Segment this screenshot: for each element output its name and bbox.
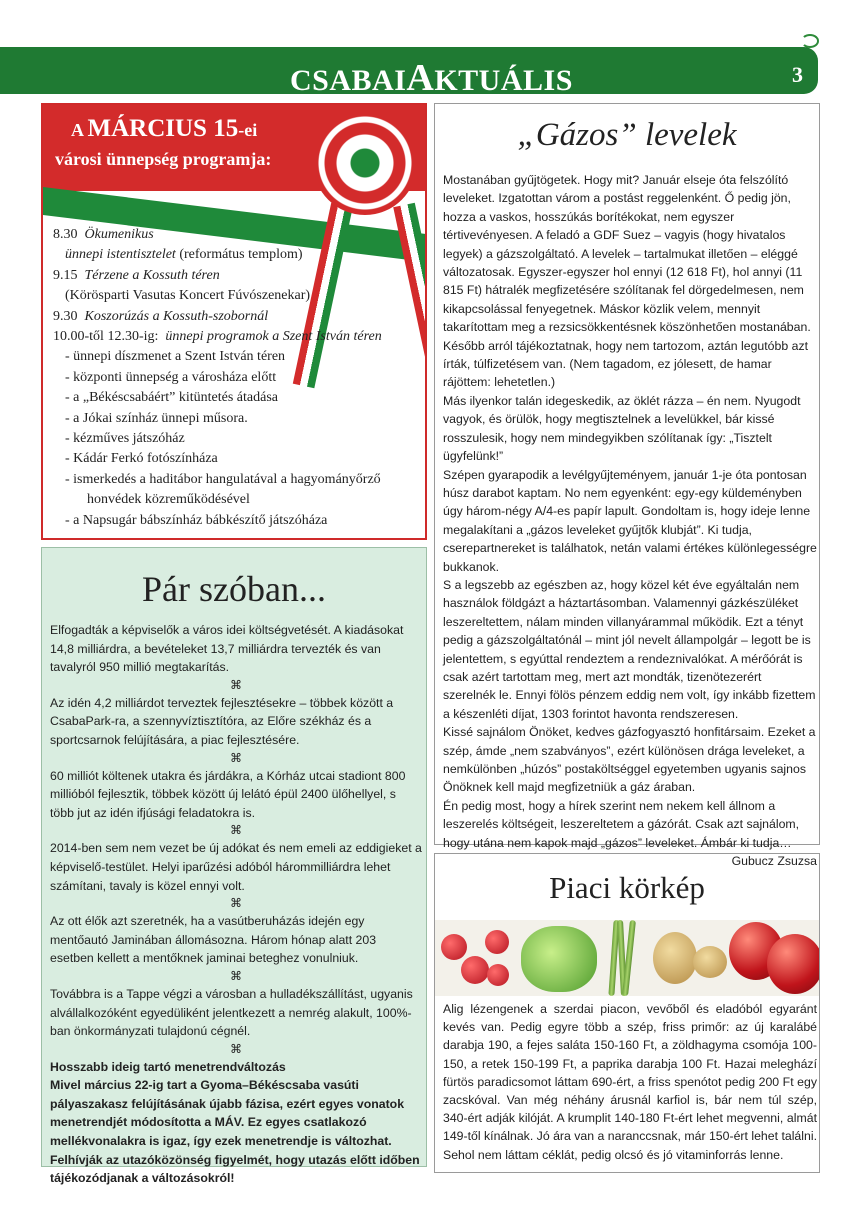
vegetables-photo	[435, 920, 819, 996]
gazos-levelek-article	[434, 103, 820, 869]
program-item: 8.30 Ökumenikus	[53, 227, 154, 242]
news-bold-title: Hosszabb ideig tartó menetrendváltozás	[50, 1059, 286, 1074]
article-body	[443, 171, 817, 870]
article-paragraph: Más ilyenkor talán idegeskedik, az öklét rázza – én nem. Nyugodt vagyok, és örülök, hogy megtisztelnek a levelükkel, bár kissé rosszulesik, hogy nem mindegyikben szólítanak így: „Tisztelt ügyfelünk!”	[443, 393, 801, 464]
news-paragraph: Elfogadták a képviselők a város idei költségvetését. A kiadásokat 14,8 milliárdra, a bevételeket 13,7 milliárdra tervezték és van tavalyról 950 millió megtakarítás.	[50, 623, 404, 675]
article-paragraph: Mostanában gyűjtögetek. Hogy mit? Január elseje óta felszólító leveleket. Izgatottan várom a postást reggelenként. Ő pedig jön, hozza a vaskos, hosszúkás borítékokat, nem egyszer tértivevényesen. A feladó a GDF Suez – vagyis (hogy hivatalos legyek) a gázszolgáltató. A levelek – tartalmukat illetően – eléggé változatosak. Egyszer-egyszer hol ennyi (12 618 Ft), hol annyi (11 815 Ft) hátralék megfizetésére szólítanak fel dörgedelmesen, nem kikapcsolással fenyegetnek. Máskor közlik velem, mennyit takarítottam meg a rezsicsökkentésnek köszönhetően mostanában. Később arról tájékoztatnak, hogy nem tartozom, aztán legutóbb azt írták, túlfizetésem van. (Nem tagadom, ez jólesett, de hamar rájöttem: lehetetlen.)	[443, 173, 811, 390]
title-part-2: KTUÁLIS	[434, 64, 573, 97]
program-item: 9.30 Koszorúzás a Kossuth-szobornál	[53, 308, 269, 324]
news-paragraph: Továbbra is a Tappe végzi a városban a hulladékszállítást, ugyanis alvállalkozóként egyedüliként jelentkezett a nemrég alakult, 100%-ban önkormányzati tulajdonú cégnél.	[50, 986, 413, 1039]
potato-image	[693, 946, 727, 978]
separator-icon: ⌘	[230, 677, 242, 692]
news-paragraph: Az ott élők azt szeretnék, ha a vasútberuházás idején egy mentőautó Jaminában állomásozna. Három hónap alatt 203 esetben kellett a mentőknek jaminai beteghez vonulniuk.	[50, 914, 377, 966]
cockade-image	[313, 111, 417, 215]
program-subitem: - ünnepi díszmenet a Szent István téren	[65, 349, 286, 365]
swirl-ornament-icon	[801, 34, 819, 48]
article-paragraph: Én pedig most, hogy a hírek szerint nem nekem kell állnom a leszerelés költségeit, leszereltetem a gázórát. Csak azt sajnálom, hogy utána nem kapok majd „gázos” leveleket. Ámbár ki tudja…	[443, 798, 800, 850]
news-paragraph: 60 milliót költenek utakra és járdákra, a Kórház utcai stadiont 800 millióból fejlesztik, többek között új lelátó épül 2400 ülőhellyel, s több jut az idén ifjúsági feladatokra is.	[50, 768, 406, 820]
apple-image	[767, 934, 819, 994]
radish-image	[485, 930, 509, 954]
title-capital: A	[406, 57, 435, 99]
program-subitem: - a Napsugár bábszínház bábkészítő játszóháza	[65, 512, 328, 528]
program-subitem: - kézműves játszóház	[65, 431, 185, 447]
radish-image	[461, 956, 489, 984]
program-subtitle: városi ünnepség programja:	[55, 149, 272, 169]
publication-title	[290, 56, 573, 100]
march15-program-box	[41, 103, 427, 540]
article-paragraph: Kissé sajnálom Önöket, kedves gázfogyasztó honfitársaim. Ezeket a szép, ámde „nem szabványos”, ezért különösen drága leveleket, a nemkülönben „húzós” postaköltséggel egyetemben ugyanis sajnos Önöknek kell majd megfizetniük a gáz áraban.	[443, 725, 816, 795]
article-title: „Gázos” levelek	[517, 117, 737, 153]
separator-icon: ⌘	[230, 896, 242, 911]
program-subitem: - központi ünnepség a városháza előtt	[65, 369, 277, 385]
piaci-korkep-article	[434, 853, 820, 1173]
program-subitem: - ismerkedés a haditábor hangulatával a hagyományőrző	[65, 471, 381, 487]
article-title: Piaci körkép	[549, 870, 705, 905]
program-list	[53, 225, 423, 531]
page-number: 3	[792, 62, 803, 87]
news-paragraph: 2014-ben sem nem vezet be új adókat és nem emeli az eddigieket a képviselő-testület. Helyi iparűzési adóból hárommilliárdra lehet számítani, tavaly is közel ennyi volt.	[50, 841, 422, 893]
news-paragraph: Az idén 4,2 milliárdot terveztek fejlesztésekre – többek között a CsabaPark-ra, a szennyvíztisztítóra, az Előre székház és a sportcsarnok felújítására, a piac fejlesztésére.	[50, 695, 394, 747]
par-szoban-title: Pár szóban...	[142, 569, 326, 609]
article-paragraph: Szépen gyarapodik a levélgyűjteményem, január 1-je óta pontosan húsz darabot kaptam. No nem egyenként: egy-egy küldeményben úgy három-négy A/4-es papír lapult. Gondoltam is, hogy ideje lenne megalakítani a „gázos leveleket gyűjtők klubját”. Ki tudja, cserepartnereket is találhatok, netán valami értékes különlegességre bukkanok.	[443, 467, 817, 574]
program-subitem: - a Jókai színház ünnepi műsora.	[65, 410, 248, 426]
article-body: Alig lézengenek a szerdai piacon, vevőből és eladóból egyaránt kevés van. Pedig egyre több a szép, friss primőr: az új karalábé darabja 190, a fejes saláta 150-160 Ft, a zöldhagyma csomója 100-150, a retek 150-199 Ft, a paprika darabja 100 Ft. Hazai meleghází fürtös paradicsomot láttam 690-ért, a friss spenótot pedig 200 Ft egy zacskóval. Van még néhány árusnál karfiol is, bár nem túl szép, 340-ért adják kilóját. A krumplit 140-180 Ft-ért lehet megvenni, almát 149-től kínálnak. Jó ára van a naranccsnak, már 150-ért lehet találni. Sehol nem láttam céklát, pedig olcsó és jó vitaminforrás lenne.	[443, 1002, 817, 1162]
program-subitem: - a „Békéscsabáért” kitüntetés átadása	[65, 390, 279, 406]
news-bold-paragraph: Mivel március 22-ig tart a Gyoma–Békéscsaba vasúti pályaszakasz felújításának újabb fázisa, ezért egyes vonatok menetrendjét módosította a MÁV. Ez egyes csatlakozó mellékvonalakra is igaz, így ezek menetrendje is változhat. Felhívják az utazóközönség figyelmét, hogy utazás előtt időben tájékozódjanak a változásokról!	[50, 1078, 420, 1186]
par-szoban-body	[50, 621, 422, 1188]
separator-icon: ⌘	[230, 750, 242, 765]
program-item: (Körösparti Vasutas Koncert Fúvószenekar)	[65, 288, 311, 304]
program-item: 10.00-től 12.30-ig: ünnepi programok a Szent István téren	[53, 329, 382, 345]
program-subitem: - Kádár Ferkó fotószínháza	[65, 451, 218, 467]
program-item: ünnepi istentisztelet (református templom)	[65, 247, 303, 263]
separator-icon: ⌘	[230, 968, 242, 983]
radish-image	[487, 964, 509, 986]
par-szoban-box	[41, 547, 427, 1186]
radish-image	[441, 934, 467, 960]
potato-image	[653, 932, 697, 984]
article-author: Gubucz Zsuzsa	[731, 854, 817, 869]
title-part-1: CSABAI	[290, 64, 407, 97]
program-subitem: honvédek közreműködésével	[87, 492, 250, 508]
separator-icon: ⌘	[230, 1041, 242, 1056]
program-title: A MÁRCIUS 15-ei	[71, 115, 258, 142]
article-paragraph: S a legszebb az egészben az, hogy közel két éve egyáltalán nem használok földgázt a háztartásomban. Valamennyi gázkészüléket leszereltettem, nálam minden villanyárammal működik. Ezt a tényt pedig a gázszolgáltatónál – mint jól nevelt állampolgár – legott be is jelentettem, s egyúttal rendeztem a rendeznivalókat. A mérőórát is csak azért tartottam meg, mert azt mondták, tizenötezerért szerelnék le. Ennyi fölös pénzem eddig nem volt, így inkább fizettem a készenléti díjat, 1303 forintot havonta rendszeresen.	[443, 577, 816, 721]
separator-icon: ⌘	[230, 823, 242, 838]
lettuce-image	[521, 926, 597, 992]
program-item: 9.15 Térzene a Kossuth téren	[53, 267, 220, 283]
